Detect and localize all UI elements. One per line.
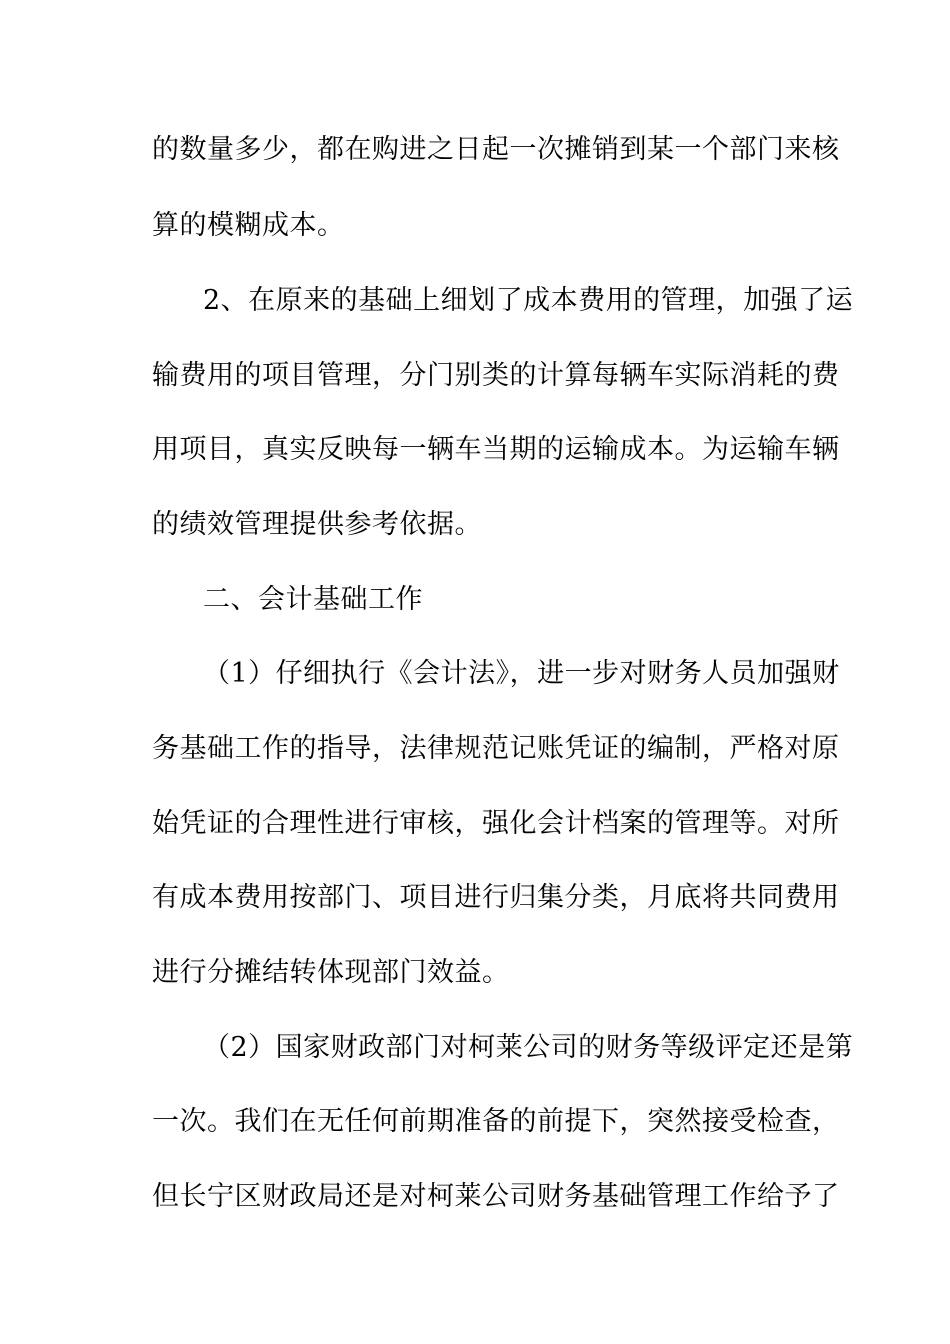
text-line: （2）国家财政部门对柯莱公司的财务等级评定还是第 <box>203 1032 854 1063</box>
text-line: 2、在原来的基础上细划了成本费用的管理，加强了运 <box>203 285 854 316</box>
text-line: 用项目，真实反映每一辆车当期的运输成本。为运输车辆 <box>152 434 840 465</box>
text-line: 一次。我们在无任何前期准备的前提下，突然接受检查， <box>152 1106 840 1137</box>
section-heading: 二、会计基础工作 <box>203 584 423 615</box>
text-line: （1）仔细执行《会计法》，进一步对财务人员加强财 <box>203 658 840 689</box>
text-line: 的绩效管理提供参考依据。 <box>152 509 482 540</box>
text-line: 但长宁区财政局还是对柯莱公司财务基础管理工作给予了 <box>152 1181 840 1212</box>
text-line: 的数量多少，都在购进之日起一次摊销到某一个部门来核 <box>152 134 840 165</box>
text-line: 始凭证的合理性进行审核，强化会计档案的管理等。对所 <box>152 808 840 839</box>
text-line: 算的模糊成本。 <box>152 210 345 241</box>
text-line: 进行分摊结转体现部门效益。 <box>152 957 510 988</box>
text-line: 有成本费用按部门、项目进行归集分类，月底将共同费用 <box>152 882 840 913</box>
text-line: 务基础工作的指导，法律规范记账凭证的编制，严格对原 <box>152 733 840 764</box>
text-line: 输费用的项目管理，分门别类的计算每辆车实际消耗的费 <box>152 360 840 391</box>
